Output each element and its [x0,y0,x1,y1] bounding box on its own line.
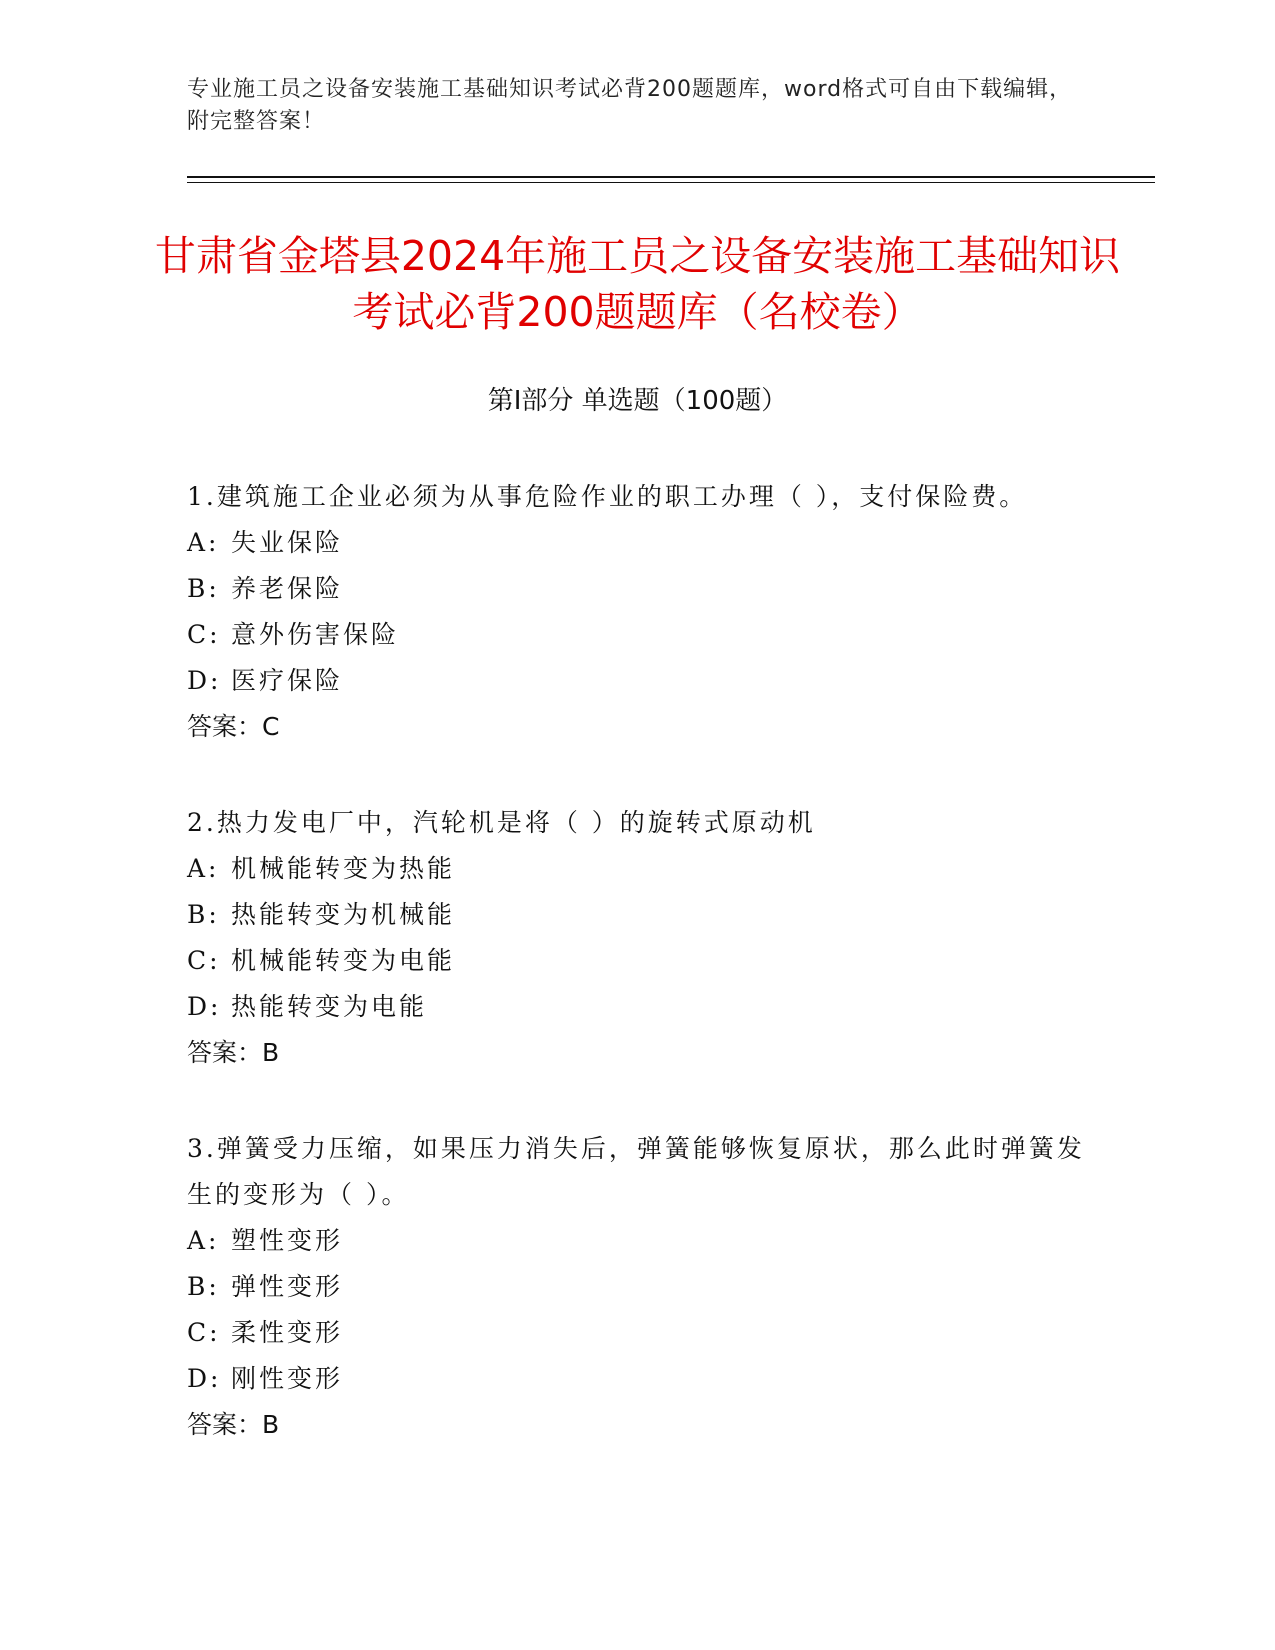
option-text: 塑性变形 [231,1226,344,1255]
option-letter: D: [187,1364,222,1393]
answer-line [187,1402,1087,1448]
option-text: 失业保险 [231,528,344,557]
option-letter: D: [187,666,222,695]
option-a [187,846,1087,892]
option-c [187,1310,1087,1356]
header-rule-thin [187,182,1155,183]
section-heading: 第I部分 单选题（100题） [487,386,788,416]
question-stem: 3.弹簧受力压缩，如果压力消失后，弹簧能够恢复原状，那么此时弹簧发生的变形为（ ）。 [187,1134,1085,1209]
option-letter: C: [187,946,221,975]
answer-value: B [262,1038,280,1067]
question-stem: 2.热力发电厂中，汽轮机是将（ ）的旋转式原动机 [187,808,816,837]
question-2 [187,800,1087,1076]
option-letter: B: [187,574,220,603]
answer-label: 答案： [187,1038,263,1067]
option-text: 机械能转变为电能 [231,946,456,975]
answer-label: 答案： [187,1410,263,1439]
option-letter: D: [187,992,222,1021]
question-1 [187,474,1087,750]
option-text: 机械能转变为热能 [231,854,456,883]
header-rule-thick [187,176,1155,178]
option-c [187,612,1087,658]
answer-value: C [262,712,280,741]
answer-label: 答案： [187,712,263,741]
option-text: 医疗保险 [231,666,344,695]
option-d [187,1356,1087,1402]
answer-line [187,1030,1087,1076]
option-text: 刚性变形 [231,1364,344,1393]
option-c [187,938,1087,984]
option-d [187,658,1087,704]
option-text: 弹性变形 [231,1272,344,1301]
document-title: 甘肃省金塔县2024年施工员之设备安装施工基础知识考试必背200题题库（名校卷） [154,232,1121,336]
header-note: 专业施工员之设备安装施工基础知识考试必背200题题库，word格式可自由下载编辑，附完整答案！ [187,77,1073,134]
option-letter: B: [187,900,220,929]
option-text: 热能转变为电能 [231,992,428,1021]
option-d [187,984,1087,1030]
answer-value: B [262,1410,280,1439]
option-a [187,520,1087,566]
option-text: 热能转变为机械能 [231,900,456,929]
question-list [187,474,1087,1498]
option-text: 意外伤害保险 [231,620,400,649]
option-b [187,566,1087,612]
option-letter: B: [187,1272,220,1301]
option-b [187,1264,1087,1310]
option-letter: A: [187,1226,220,1255]
question-3 [187,1126,1087,1448]
option-text: 柔性变形 [231,1318,344,1347]
option-letter: A: [187,854,220,883]
option-letter: C: [187,620,221,649]
option-a [187,1218,1087,1264]
option-letter: A: [187,528,220,557]
question-stem: 1.建筑施工企业必须为从事危险作业的职工办理（ ），支付保险费。 [187,482,1028,511]
option-letter: C: [187,1318,221,1347]
option-b [187,892,1087,938]
option-text: 养老保险 [231,574,344,603]
answer-line [187,704,1087,750]
